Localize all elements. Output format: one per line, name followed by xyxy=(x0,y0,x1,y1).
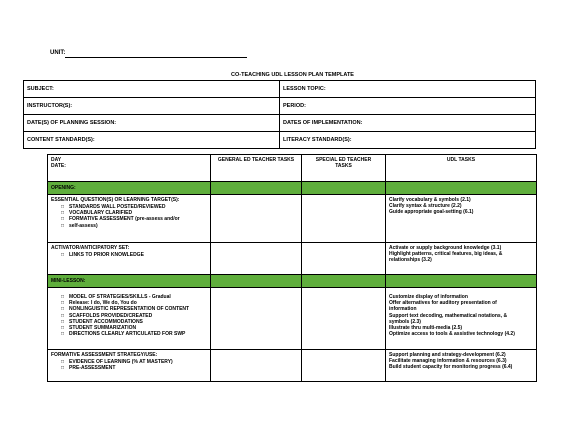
formative-assessment-title: FORMATIVE ASSESSMENT STRATEGY/USE: xyxy=(51,352,158,358)
mini-lesson-section-band xyxy=(48,275,537,288)
udl-line: Facilitate managing information & resources (6.3) xyxy=(389,358,507,365)
band-cell xyxy=(211,275,302,288)
udl-line: Activate or supply background knowledge (3.1) xyxy=(389,245,502,251)
checklist-item: □ EVIDENCE OF LEARNING (% AT MASTERY) xyxy=(69,359,207,365)
info-row xyxy=(24,81,536,98)
general-ed-header: GENERAL ED TEACHER TASKS xyxy=(211,155,302,182)
udl-cell xyxy=(386,195,537,243)
udl-cell xyxy=(386,288,537,350)
udl-line: Illustrate thru multi-media (2.5) xyxy=(389,325,463,332)
checklist-item: □ STUDENT SUMMARIZATION xyxy=(69,325,207,331)
essential-question-title: ESSENTIAL QUESTION(S) OR LEARNING TARGET(S): xyxy=(51,197,180,203)
udl-cell xyxy=(386,350,537,382)
special-ed-header-line1: SPECIAL ED TEACHER xyxy=(315,157,372,163)
checklist-item: □ VOCABULARY CLARIFIED xyxy=(69,210,207,216)
general-ed-cell xyxy=(211,350,302,382)
subject-field: SUBJECT: xyxy=(24,81,280,98)
checklist-item: □ STANDARDS WALL POSTED/REVIEWED xyxy=(69,204,207,210)
model-checklist xyxy=(51,294,207,337)
udl-line: Optimize access to tools & assistive technology (4.2) xyxy=(389,331,515,338)
formative-checklist xyxy=(51,359,207,371)
special-ed-cell xyxy=(302,195,386,243)
special-ed-cell xyxy=(302,350,386,382)
opening-section-band xyxy=(48,182,537,195)
general-ed-cell xyxy=(211,243,302,275)
lesson-table xyxy=(47,154,537,382)
day-label: DAY xyxy=(51,157,62,163)
udl-header: UDL TASKS xyxy=(386,155,537,182)
checklist-item: □ PRE-ASSESSMENT xyxy=(69,365,207,371)
formative-assessment-cell xyxy=(48,350,211,382)
udl-cell xyxy=(386,243,537,275)
general-ed-cell xyxy=(211,195,302,243)
info-row xyxy=(24,98,536,115)
day-date-cell xyxy=(48,155,211,182)
special-ed-cell xyxy=(302,243,386,275)
instructors-field: INSTRUCTOR(S): xyxy=(24,98,280,115)
band-cell xyxy=(302,182,386,195)
checklist-item-continued: □ self-assess) xyxy=(69,223,207,229)
udl-line: Clarify syntax & structure (2.2) xyxy=(389,203,462,210)
udl-line: information xyxy=(389,306,417,313)
content-standards-field: CONTENT STANDARD(S): xyxy=(24,132,280,149)
info-row xyxy=(24,132,536,149)
period-field: PERIOD: xyxy=(280,98,536,115)
udl-line: Clarify vocabulary & symbols (2.1) xyxy=(389,197,471,203)
activator-cell xyxy=(48,243,211,275)
special-ed-header-line2: TASKS xyxy=(335,163,352,169)
lesson-table-header xyxy=(48,155,537,182)
opening-label: OPENING: xyxy=(48,182,211,195)
table-row xyxy=(48,288,537,350)
info-table xyxy=(23,80,536,149)
table-row xyxy=(48,195,537,243)
band-cell xyxy=(302,275,386,288)
essential-checklist xyxy=(51,204,207,229)
checklist-item-continued: □ Release: I do, We do, You do xyxy=(69,300,207,306)
essential-question-cell xyxy=(48,195,211,243)
date-label: DATE: xyxy=(51,163,66,169)
checklist-item: □ NONLINGUISTIC REPRESENTATION OF CONTENT xyxy=(69,306,207,312)
band-cell xyxy=(386,275,537,288)
udl-line: Customize display of information xyxy=(389,294,468,300)
udl-line: symbols (2.3) xyxy=(389,318,421,325)
checklist-item: □ STUDENT ACCOMMODATIONS xyxy=(69,319,207,325)
table-row xyxy=(48,350,537,382)
document-title: CO-TEACHING UDL LESSON PLAN TEMPLATE xyxy=(231,72,354,78)
special-ed-header xyxy=(302,155,386,182)
general-ed-cell xyxy=(211,288,302,350)
implementation-date-field: DATES OF IMPLEMENTATION: xyxy=(280,115,536,132)
unit-blank-line xyxy=(65,57,247,58)
activator-title: ACTIVATOR/ANTICIPATORY SET: xyxy=(51,245,130,251)
checklist-item: □ MODEL OF STRATEGIES/SKILLS - Gradual xyxy=(69,294,207,300)
checklist-item: □ SCAFFOLDS PROVIDED/CREATED xyxy=(69,313,207,319)
band-cell xyxy=(386,182,537,195)
planning-date-field: DATE(S) OF PLANNING SESSION: xyxy=(24,115,280,132)
model-strategies-cell xyxy=(48,288,211,350)
checklist-item: □ LINKS TO PRIOR KNOWLEDGE xyxy=(69,252,207,258)
udl-line: Support text decoding, mathematical notations, & xyxy=(389,312,508,319)
udl-line: Offer alternatives for auditory presentation of xyxy=(389,300,497,307)
special-ed-cell xyxy=(302,288,386,350)
lesson-topic-field: LESSON TOPIC: xyxy=(280,81,536,98)
activator-checklist xyxy=(51,252,207,258)
band-cell xyxy=(211,182,302,195)
udl-line: Build student capacity for monitoring progress (6.4) xyxy=(389,364,513,371)
mini-lesson-label: MINI-LESSON: xyxy=(48,275,211,288)
udl-line: Highlight patterns, critical features, big ideas, & xyxy=(389,251,503,258)
table-row xyxy=(48,243,537,275)
checklist-item: □ DIRECTIONS CLEARLY ARTICULATED FOR SWP xyxy=(69,331,207,337)
udl-line: Support planning and strategy-development (6.2) xyxy=(389,352,506,358)
checklist-item: □ FORMATIVE ASSESSMENT (pre-assess and/or xyxy=(69,216,207,222)
unit-label: UNIT: xyxy=(50,50,66,56)
udl-line: relationships (3.2) xyxy=(389,257,432,264)
info-row xyxy=(24,115,536,132)
udl-line: Guide appropriate goal-setting (6.1) xyxy=(389,209,474,216)
literacy-standards-field: LITERACY STANDARD(S): xyxy=(280,132,536,149)
